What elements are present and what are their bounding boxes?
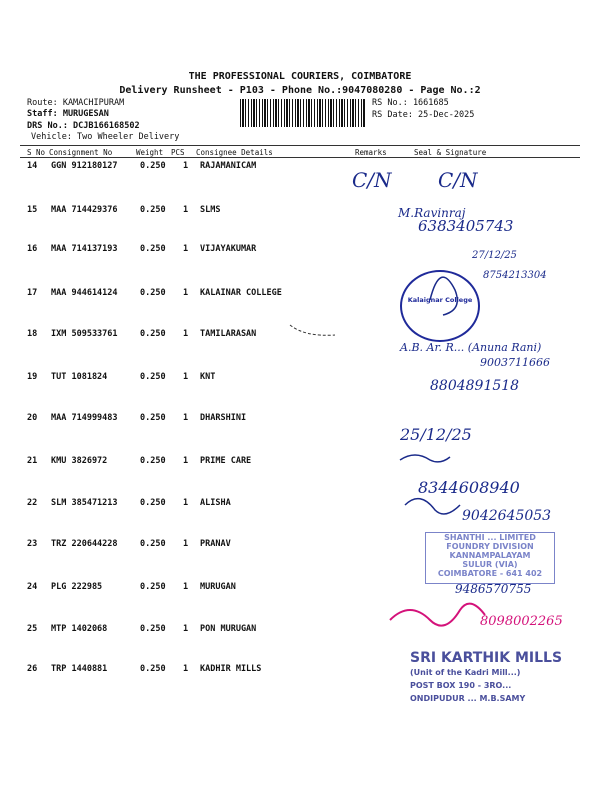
col-consignment: Consignment No: [49, 148, 113, 157]
karthik-mills-stamp-line: POST BOX 190 - 3RO...: [410, 681, 512, 690]
stamp-fragment-r18: [290, 325, 335, 335]
row-pcs: 1: [183, 624, 189, 634]
row-weight: 0.250: [140, 456, 166, 466]
rs-number: RS No.: 1661685: [372, 98, 449, 108]
row-weight: 0.250: [140, 288, 166, 298]
route-label: Route: KAMACHIPURAM: [27, 98, 125, 108]
row-consignment-no: GGN 912180127: [51, 161, 118, 171]
col-sno: S No: [27, 148, 46, 157]
handwritten-date-r20: 25/12/25: [400, 425, 472, 444]
row-weight: 0.250: [140, 664, 166, 674]
row-pcs: 1: [183, 413, 189, 423]
handwritten-phone-r21: 8344608940: [418, 478, 520, 497]
row-pcs: 1: [183, 664, 189, 674]
row-pcs: 1: [183, 161, 189, 171]
drs-number: DRS No.: DCJB166168502: [27, 121, 140, 131]
row-weight: 0.250: [140, 244, 166, 254]
col-pcs: PCS: [171, 148, 185, 157]
handwritten-cn-seal: C/N: [438, 168, 478, 192]
row-consignee: PRIME CARE: [200, 456, 252, 466]
row-consignment-no: MAA 714137193: [51, 244, 118, 254]
row-pcs: 1: [183, 498, 189, 508]
row-sno: 25: [27, 624, 38, 634]
row-sno: 14: [27, 161, 38, 171]
row-consignment-no: TRZ 220644228: [51, 539, 118, 549]
handwritten-phone-r19: 8804891518: [430, 378, 520, 394]
row-consignment-no: SLM 385471213: [51, 498, 118, 508]
row-consignee: PRANAV: [200, 539, 231, 549]
handwritten-phone-r18: 9003711666: [480, 356, 550, 369]
row-sno: 15: [27, 205, 38, 215]
karthik-mills-stamp-title: SRI KARTHIK MILLS: [410, 650, 563, 666]
vehicle-label: Vehicle: Two Wheeler Delivery: [31, 132, 180, 142]
handwritten-phone-r22: 9042645053: [462, 508, 552, 524]
row-consignment-no: MTP 1402068: [51, 624, 108, 634]
rs-date: RS Date: 25-Dec-2025: [372, 110, 475, 120]
row-consignee: ALISHA: [200, 498, 231, 508]
row-pcs: 1: [183, 539, 189, 549]
college-stamp-text: Kalaignar College: [407, 296, 473, 304]
handwritten-cn-remark: C/N: [352, 168, 392, 192]
row-consignment-no: MAA 944614124: [51, 288, 118, 298]
row-sno: 17: [27, 288, 38, 298]
row-pcs: 1: [183, 288, 189, 298]
row-consignee: KALAINAR COLLEGE: [200, 288, 282, 298]
shanthi-stamp-line: FOUNDRY DIVISION: [446, 542, 534, 551]
row-weight: 0.250: [140, 161, 166, 171]
row-sno: 20: [27, 413, 38, 423]
row-pcs: 1: [183, 244, 189, 254]
row-weight: 0.250: [140, 498, 166, 508]
row-sno: 24: [27, 582, 38, 592]
row-sno: 16: [27, 244, 38, 254]
row-consignment-no: MAA 714999483: [51, 413, 118, 423]
row-pcs: 1: [183, 329, 189, 339]
row-pcs: 1: [183, 456, 189, 466]
shanthi-stamp-line: KANNAMPALAYAM: [449, 551, 531, 560]
col-weight: Weight: [136, 148, 164, 157]
row-pcs: 1: [183, 372, 189, 382]
row-consignee: MURUGAN: [200, 582, 236, 592]
row-weight: 0.250: [140, 624, 166, 634]
row-weight: 0.250: [140, 205, 166, 215]
row-weight: 0.250: [140, 582, 166, 592]
row-consignee: PON MURUGAN: [200, 624, 257, 634]
row-weight: 0.250: [140, 539, 166, 549]
row-consignment-no: MAA 714429376: [51, 205, 118, 215]
row-consignment-no: TUT 1081824: [51, 372, 108, 382]
row-consignee: TAMILARASAN: [200, 329, 257, 339]
row-consignee: VIJAYAKUMAR: [200, 244, 257, 254]
row-sno: 19: [27, 372, 38, 382]
row-consignee: KNT: [200, 372, 216, 382]
shanthi-stamp-line: SHANTHI ... LIMITED: [444, 533, 536, 542]
handwritten-phone-r24: 9486570755: [455, 582, 532, 596]
row-consignment-no: PLG 222985: [51, 582, 103, 592]
row-consignment-no: TRP 1440881: [51, 664, 108, 674]
col-seal-signature: Seal & Signature: [414, 148, 487, 157]
row-consignee: RAJAMANICAM: [200, 161, 257, 171]
handwritten-phone-r25: 8098002265: [480, 614, 563, 629]
handwritten-signature-r15: M.Ravinraj: [398, 206, 466, 220]
row-sno: 18: [27, 329, 38, 339]
row-consignee: DHARSHINI: [200, 413, 247, 423]
row-weight: 0.250: [140, 372, 166, 382]
staff-label: Staff: MURUGESAN: [27, 109, 109, 119]
handwritten-note-r18: A.B. Ar. R... (Anuna Rani): [400, 341, 542, 354]
handwritten-phone-r16: 8754213304: [483, 270, 547, 281]
shanthi-stamp-line: COIMBATORE - 641 402: [437, 569, 543, 578]
row-consignee: SLMS: [200, 205, 221, 215]
col-consignee: Consignee Details: [196, 148, 273, 157]
signature-r25: [390, 604, 485, 626]
row-consignment-no: KMU 3826972: [51, 456, 108, 466]
row-consignee: KADHIR MILLS: [200, 664, 262, 674]
col-remarks: Remarks: [355, 148, 387, 157]
shanthi-stamp-line: SULUR (VIA): [462, 560, 518, 569]
runsheet-title: Delivery Runsheet - P103 - Phone No.:9047080280 - Page No.:2: [119, 85, 481, 96]
signature-r17: [430, 277, 457, 315]
row-weight: 0.250: [140, 413, 166, 423]
row-sno: 21: [27, 456, 38, 466]
row-pcs: 1: [183, 582, 189, 592]
row-sno: 22: [27, 498, 38, 508]
signature-r21: [400, 455, 450, 462]
row-pcs: 1: [183, 205, 189, 215]
row-consignment-no: IXM 509533761: [51, 329, 118, 339]
karthik-mills-stamp-line: (Unit of the Kadri Mill...): [410, 668, 521, 677]
signature-r22: [405, 499, 460, 514]
handwritten-phone-r15: 6383405743: [418, 217, 514, 235]
karthik-mills-stamp-line: ONDIPUDUR ... M.B.SAMY: [410, 694, 526, 703]
row-weight: 0.250: [140, 329, 166, 339]
handwritten-date-r16: 27/12/25: [472, 250, 517, 261]
row-sno: 23: [27, 539, 38, 549]
row-sno: 26: [27, 664, 38, 674]
company-name: THE PROFESSIONAL COURIERS, COIMBATORE: [188, 71, 412, 82]
